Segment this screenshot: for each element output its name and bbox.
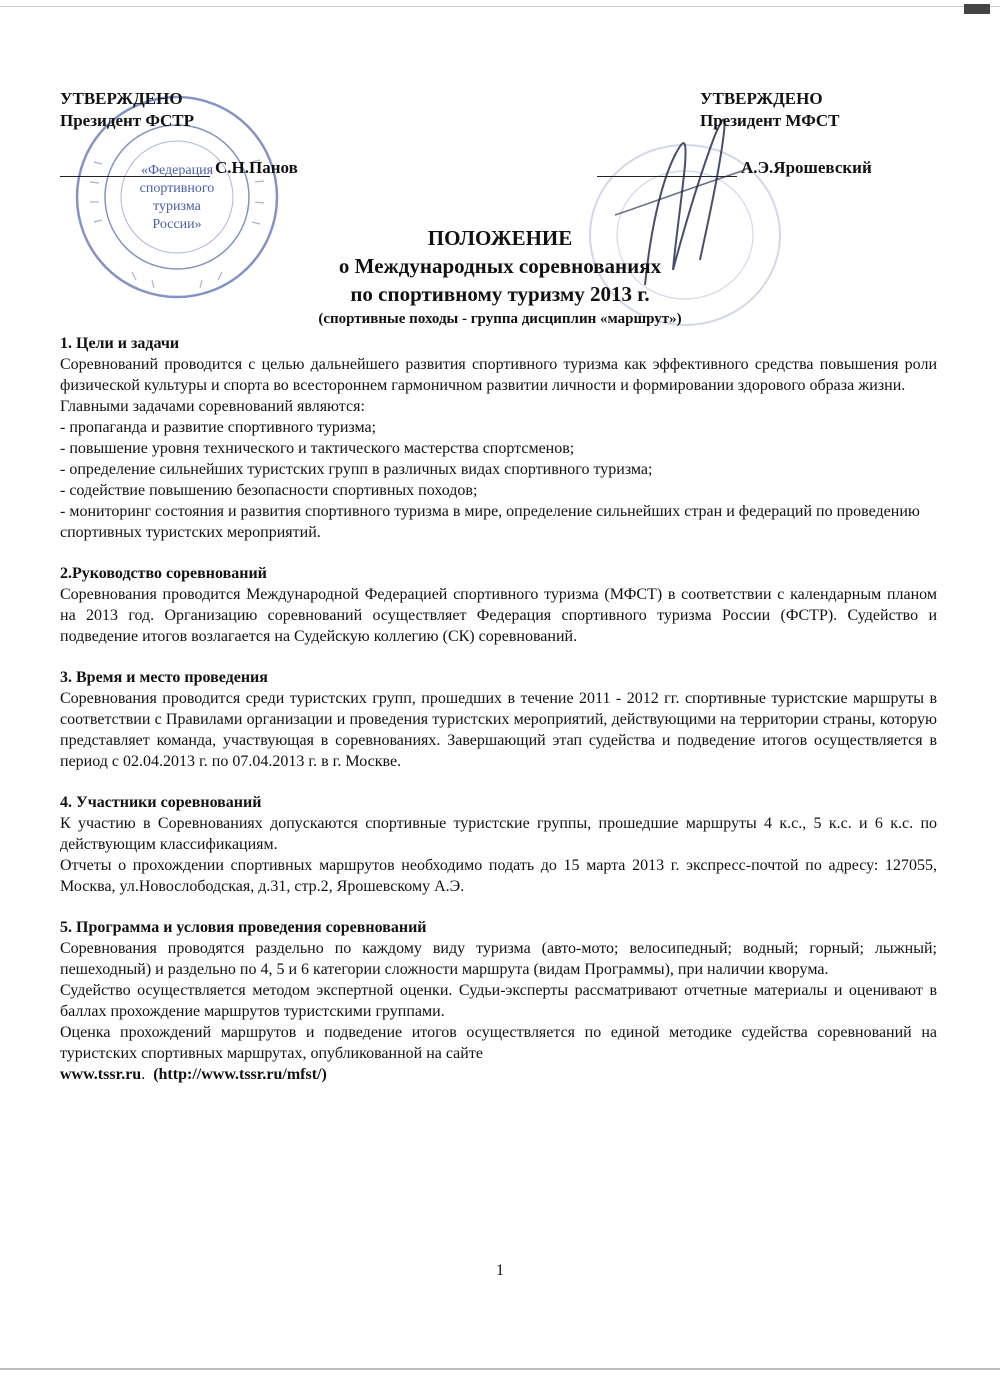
- page-number: 1: [496, 1262, 504, 1279]
- scan-edge-bottom: [0, 1368, 1000, 1370]
- stamp-line-4: России»: [152, 217, 202, 232]
- section-4-heading: 4. Участники соревнований: [60, 794, 262, 811]
- section-2-paragraph: Соревнования проводится Международной Федерацией спортивного туризма (МФСТ) в соответствии с календарным планом на 2013 год. Организацию соревнований осуществляет Федерация спортивного туризма России (ФСТР). Судейство и подведение итогов возлагается на Судейскую коллегию (СК) соревнований.: [60, 586, 937, 645]
- approval-mfst: [700, 88, 839, 132]
- section-1-tasks-intro: Главными задачами соревнований являются:: [60, 398, 365, 415]
- stamp-line-3: туризма: [153, 199, 201, 214]
- section-5-links: www.tssr.ru. (http://www.tssr.ru/mfst/): [60, 1066, 327, 1083]
- stamp-line-2: спортивного: [139, 181, 215, 196]
- section-5-paragraph-3: Оценка прохождений маршрутов и подведение итогов осуществляется по единой методике судейства соревнований на туристских спортивных маршрутах, опубликованной на сайте: [60, 1024, 937, 1062]
- signature-line-left: [60, 176, 210, 177]
- task-item: - повышение уровня технического и тактического мастерства спортсменов;: [60, 440, 575, 457]
- scan-corner-mark: [964, 4, 990, 14]
- section-4-paragraph-1: К участию в Соревнованиях допускаются спортивные туристские группы, прошедшие маршруты 4 к.с., 5 к.с. и 6 к.с. по действующим классификациям.: [60, 815, 937, 853]
- doc-title: ПОЛОЖЕНИЕ: [427, 226, 573, 250]
- approval-fstr-position: Президент ФСТР: [60, 111, 194, 130]
- doc-title-line-2: о Международных соревнованиях: [338, 254, 662, 278]
- task-item: - пропаганда и развитие спортивного туризма;: [60, 419, 377, 436]
- signatory-panov: С.Н.Панов: [215, 158, 298, 177]
- section-5-paragraph-1: Соревнования проводятся раздельно по каждому виду туризма (авто-мото; велосипедный; водный; горный; лыжный; пешеходный) и раздельно по 4, 5 и 6 категории сложности маршрута (видам Программы), при наличии кворума.: [60, 940, 937, 978]
- section-5-heading: 5. Программа и условия проведения соревнований: [60, 919, 427, 936]
- signature-line-right: [597, 176, 737, 177]
- doc-title-line-3: по спортивному туризму 2013 г.: [350, 282, 650, 306]
- task-item: - содействие повышению безопасности спортивных походов;: [60, 482, 478, 499]
- approval-fstr: [60, 88, 194, 132]
- task-item: - мониторинг состояния и развития спортивного туризма в мире, определение сильнейших стран и федераций по проведению спортивных туристских мероприятий.: [60, 503, 920, 541]
- approval-mfst-label: УТВЕРЖДЕНО: [700, 89, 823, 108]
- section-1-heading: 1. Цели и задачи: [60, 335, 180, 352]
- approval-mfst-position: Президент МФСТ: [700, 111, 840, 130]
- site-link[interactable]: www.tssr.ru: [60, 1066, 142, 1083]
- section-3-heading: 3. Время и место проведения: [60, 669, 268, 686]
- task-item: - определение сильнейших туристских групп в различных видах спортивного туризма;: [60, 461, 653, 478]
- stamp-line-1: «Федерация: [140, 163, 214, 178]
- section-1-paragraph: Соревнований проводится с целью дальнейшего развития спортивного туризма как эффективного средства повышения роли физической культуры и спорта во всестороннем гармоничном развитии личности и формировании здорового образа жизни.: [60, 356, 937, 394]
- scan-edge-top: [0, 6, 1000, 7]
- signatory-yaroshevsky: А.Э.Ярошевский: [741, 158, 872, 177]
- doc-subtitle: (спортивные походы - группа дисциплин «маршрут»): [318, 311, 682, 327]
- section-3-paragraph: Соревнования проводится среди туристских групп, прошедших в течение 2011 - 2012 гг. спортивные туристские маршруты в соответствии с Правилами организации и проведения туристских мероприятий, действующими на территории страны, которую представляет команда, участвующая в соревнованиях. Завершающий этап судейства и подведение итогов осуществляется в период с 02.04.2013 г. по 07.04.2013 г. в г. Москве.: [60, 690, 937, 770]
- section-5-paragraph-2: Судейство осуществляется методом экспертной оценки. Судьи-эксперты рассматривают отчетные материалы и оценивают в баллах прохождение маршрутов туристскими группами.: [60, 982, 937, 1020]
- site-url-link[interactable]: (http://www.tssr.ru/mfst/): [153, 1066, 327, 1083]
- section-4-paragraph-2: Отчеты о прохождении спортивных маршрутов необходимо подать до 15 марта 2013 г. экспресс-почтой по адресу: 127055, Москва, ул.Новослободская, д.31, стр.2, Ярошевскому А.Э.: [60, 857, 937, 895]
- section-2-heading: 2.Руководство соревнований: [60, 565, 267, 582]
- document-body: [60, 333, 937, 1085]
- approval-fstr-label: УТВЕРЖДЕНО: [60, 89, 183, 108]
